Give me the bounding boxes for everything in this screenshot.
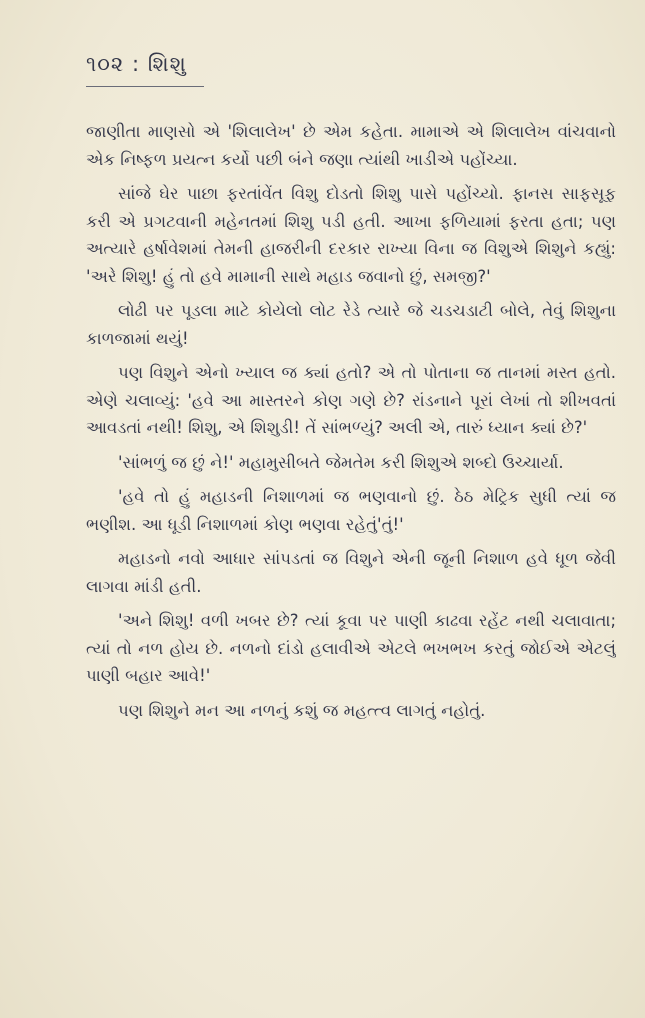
body-text [86, 118, 616, 988]
page-header [86, 52, 187, 77]
paragraph: પણ શિશુને મન આ નળનું કશું જ મહત્ત્વ લાગતું નહોતું. [118, 700, 486, 720]
paragraph: પણ વિશુને એનો ખ્યાલ જ ક્યાં હતો? એ તો પોતાના જ તાનમાં મસ્ત હતો. એણે ચલાવ્યું: 'હવે આ માસ્તરને કોણ ગણે છે? રાંડનાને પૂરાં લેખાં તો શીખવતાં આવડતાં નથી! શિશુ, એ શિશુડી! તેં સાંભળ્યું? અલી એ, તારું ધ્યાન ક્યાં છે?' [86, 363, 616, 437]
paragraph: લોઢી પર પૂડલા માટે કોયેલો લોટ રેડે ત્યારે જે ચડચડાટી બોલે, તેવું શિશુના કાળજામાં થયું! [86, 301, 616, 348]
paragraph: જાણીતા માણસો એ 'શિલાલેખ' છે એમ કહેતા. મામાએ એ શિલાલેખ વાંચવાનો એક નિષ્ફળ પ્રયત્ન કર્યો પછી બંને જણા ત્યાંથી ખાડીએ પહોંચ્યા. [86, 122, 616, 169]
header-separator: : [131, 52, 141, 76]
paragraph: 'સાંભળું જ છું ને!' મહામુસીબતે જેમતેમ કરી શિશુએ શબ્દો ઉચ્ચાર્યા. [118, 452, 564, 472]
book-title: શિશુ [147, 52, 187, 76]
paragraph: સાંજે ઘેર પાછા ફરતાંવેંત વિશુ દોડતો શિશુ પાસે પહોંચ્યો. ફાનસ સાફસૂફ કરી એ પ્રગટવાની મહેનતમાં શિશુ પડી હતી. આખા ફળિયામાં ફરતા હતા; પણ અત્યારે હર્ષાવેશમાં તેમની હાજરીની દરકાર રાખ્યા વિના જ વિશુએ શિશુને કહ્યું: 'અરે શિશુ! હું તો હવે મામાની સાથે મહાડ જવાનો છું, સમજી?' [86, 184, 616, 286]
paragraph: 'અને શિશુ! વળી ખબર છે? ત્યાં કૂવા પર પાણી કાઢવા રહેંટ નથી ચલાવાતા; ત્યાં તો નળ હોય છે. નળનો દાંડો હલાવીએ એટલે ભખભખ કરતું જોઈએ એટલું પાણી બહાર આવે!' [86, 611, 616, 685]
paragraph: મહાડનો નવો આધાર સાંપડતાં જ વિશુને એની જૂની નિશાળ હવે ધૂળ જેવી લાગવા માંડી હતી. [86, 549, 616, 596]
paragraph: 'હવે તો હું મહાડની નિશાળમાં જ ભણવાનો છું. ઠેઠ મેટ્રિક સુધી ત્યાં જ ભણીશ. આ ધૂડી નિશાળમાં કોણ ભણવા રહેતું'તું!' [86, 487, 616, 534]
header-underline [86, 86, 204, 87]
page-number: ૧૦૨ [86, 52, 125, 76]
